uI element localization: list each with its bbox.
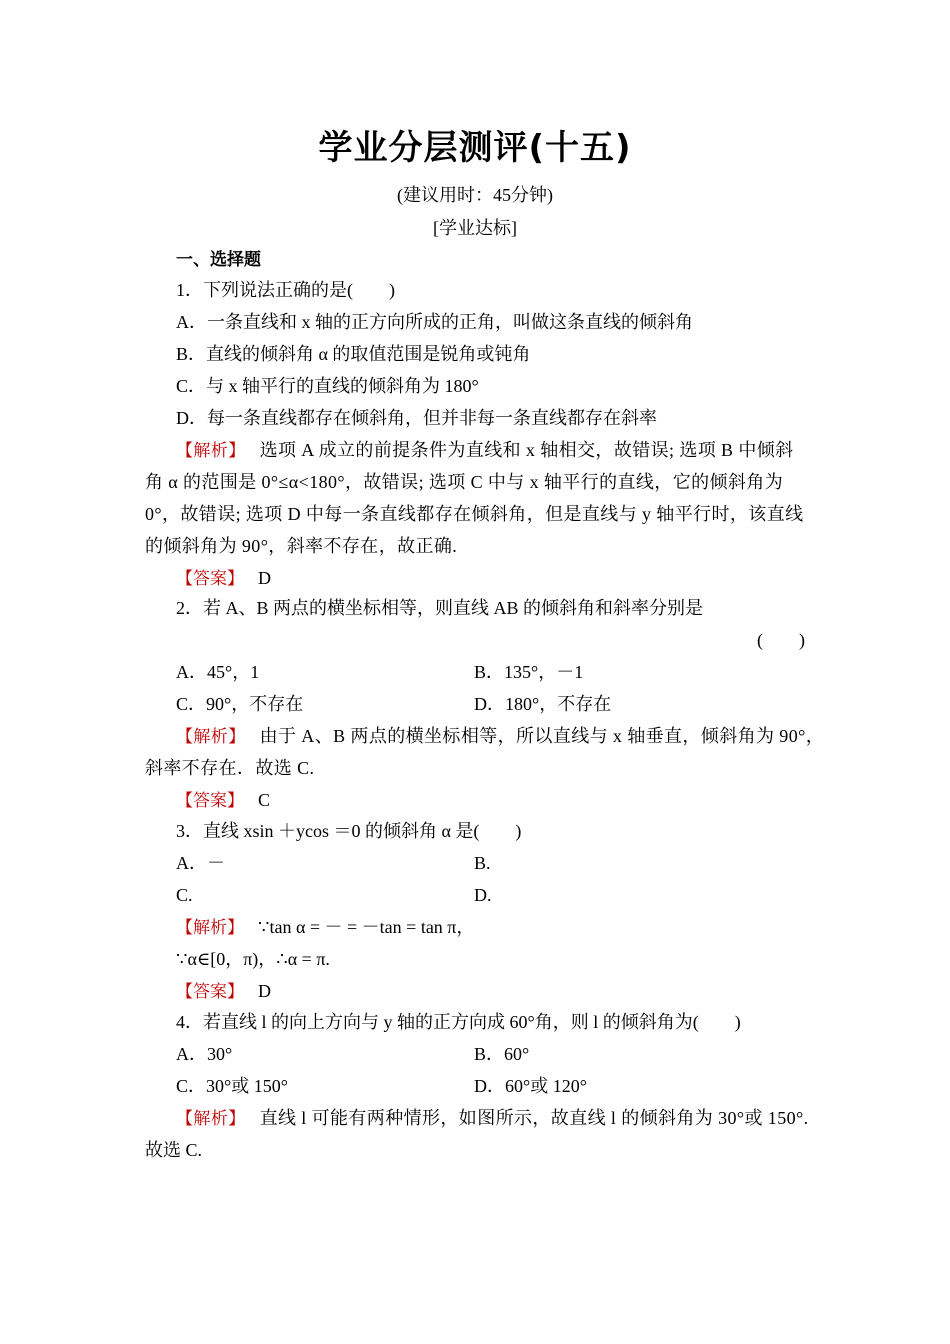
analysis-tag: 【解析】 (176, 918, 244, 938)
q3-analysis-line-2: ∵α∈[0，π)，∴α = π. (176, 949, 330, 969)
q2-option-a: A．45°，1 (176, 662, 260, 682)
q4-option-d: D．60°或 120° (474, 1076, 587, 1096)
q1-option-a: A．一条直线和 x 轴的正方向所成的正角，叫做这条直线的倾斜角 (176, 312, 693, 332)
q4-option-b: B．60° (474, 1044, 530, 1064)
q2-stem: 2．若 A、B 两点的横坐标相等，则直线 AB 的倾斜角和斜率分别是 (176, 598, 704, 618)
q2-option-d: D．180°，不存在 (474, 694, 612, 714)
q1-answer-line (176, 566, 271, 591)
q1-analysis-text-1: 选项 A 成立的前提条件为直线和 x 轴相交，故错误; 选项 B 中倾斜 (259, 440, 794, 460)
q1-stem: 1．下列说法正确的是( ) (176, 280, 395, 300)
q2-answer: C (258, 790, 271, 810)
q1-analysis-line-1 (176, 438, 794, 463)
q3-option-c: C. (176, 885, 193, 905)
analysis-tag: 【解析】 (176, 441, 246, 461)
q3-stem: 3．直线 xsin ＋ycos ＝0 的倾斜角 α 是( ) (176, 821, 522, 841)
q1-answer: D (258, 568, 271, 588)
q2-option-c: C．90°，不存在 (176, 694, 304, 714)
analysis-tag: 【解析】 (176, 727, 246, 747)
q4-analysis-text-1: 直线 l 可能有两种情形，如图所示，故直线 l 的倾斜角为 30°或 150°. (259, 1108, 809, 1128)
q2-option-b: B．135°，－1 (474, 662, 584, 682)
time-note: (建议用时：45分钟) (397, 185, 553, 205)
q2-analysis-text-1: 由于 A、B 两点的横坐标相等，所以直线与 x 轴垂直，倾斜角为 90°， (259, 726, 825, 746)
q4-stem: 4．若直线 l 的向上方向与 y 轴的正方向成 60°角，则 l 的倾斜角为( ) (176, 1012, 741, 1032)
q4-option-a: A．30° (176, 1044, 233, 1064)
section-tag: [学业达标] (433, 218, 517, 238)
q4-analysis-line-1 (176, 1106, 809, 1131)
q4-option-c: C．30°或 150° (176, 1076, 288, 1096)
q1-option-b: B．直线的倾斜角 α 的取值范围是锐角或钝角 (176, 344, 531, 364)
q3-answer: D (258, 981, 271, 1001)
analysis-tag: 【解析】 (176, 1109, 246, 1129)
q1-option-c: C．与 x 轴平行的直线的倾斜角为 180° (176, 376, 479, 396)
answer-tag: 【答案】 (176, 982, 244, 1002)
q1-analysis-line-3: 0°，故错误; 选项 D 中每一条直线都存在倾斜角，但是直线与 y 轴平行时，该直线 (145, 504, 804, 524)
q1-option-d: D．每一条直线都存在倾斜角，但并非每一条直线都存在斜率 (176, 408, 657, 428)
q2-paren: ( ) (757, 630, 805, 650)
q2-analysis-line-1 (176, 724, 824, 749)
q1-analysis-line-4: 的倾斜角为 90°，斜率不存在，故正确. (145, 536, 458, 556)
answer-tag: 【答案】 (176, 569, 244, 589)
q3-option-b: B. (474, 853, 491, 873)
q3-analysis-line-1 (176, 915, 474, 940)
q4-analysis-line-2: 故选 C. (145, 1140, 203, 1160)
page-title: 学业分层测评(十五) (318, 128, 632, 168)
answer-tag: 【答案】 (176, 791, 244, 811)
section-heading: 一、选择题 (176, 250, 261, 270)
q1-analysis-line-2: 角 α 的范围是 0°≤α<180°，故错误; 选项 C 中与 x 轴平行的直线，它的倾斜角为 (145, 472, 784, 492)
q3-answer-line (176, 979, 271, 1004)
q2-answer-line (176, 788, 270, 813)
q3-option-d: D. (474, 885, 492, 905)
q2-analysis-line-2: 斜率不存在．故选 C. (145, 758, 315, 778)
q3-option-a: A．－ (176, 853, 225, 873)
q3-analysis-text-1: ∵tan α = － = －tan = tan π， (258, 917, 475, 937)
